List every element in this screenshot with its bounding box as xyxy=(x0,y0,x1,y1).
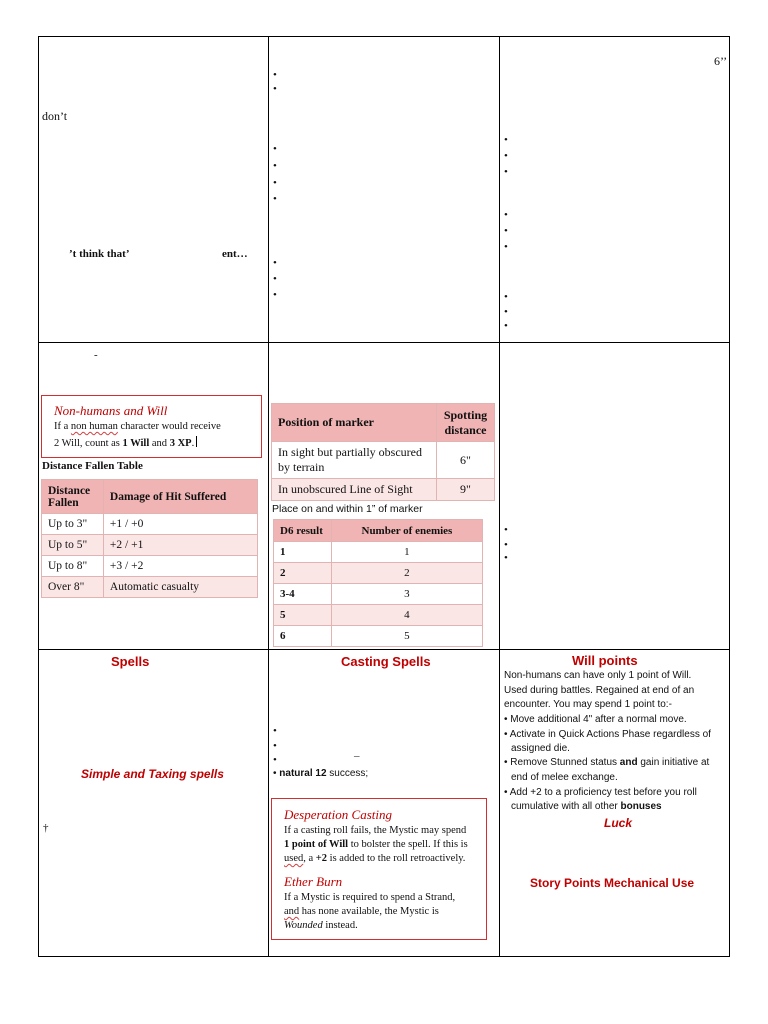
table-header: Damage of Hit Suffered xyxy=(103,480,257,514)
bullet: • xyxy=(504,166,508,178)
table-cell: 2 xyxy=(274,563,332,584)
casting-spells-heading: Casting Spells xyxy=(341,654,431,669)
table-header: Distance Fallen xyxy=(42,480,104,514)
desperation-line2: 1 point of Will to bolster the spell. If this is xyxy=(284,839,468,850)
spells-heading: Spells xyxy=(111,654,150,669)
table-cell: In unobscured Line of Sight xyxy=(272,479,437,501)
place-marker-text: Place on and within 1” of marker xyxy=(272,503,423,515)
bullet: • xyxy=(273,69,277,81)
cell-r1c2 xyxy=(269,37,500,343)
cell-r1c1 xyxy=(39,37,269,343)
table-cell: +1 / +0 xyxy=(103,514,257,535)
will-bullet-2-cont: assigned die. xyxy=(511,743,570,754)
table-cell: Up to 5" xyxy=(42,535,104,556)
will-intro-line2: Used during battles. Regained at end of an xyxy=(504,685,695,696)
cell-r2c3 xyxy=(500,343,730,650)
will-bullet-4: • Add +2 to a proficiency test before you roll xyxy=(504,787,697,798)
cell-r2c2 xyxy=(269,343,500,650)
story-points-heading: Story Points Mechanical Use xyxy=(530,876,695,890)
table-cell: In sight but partially obscured by terrain xyxy=(272,442,437,479)
natural-12-text: • natural 12 success; xyxy=(273,768,369,779)
bullet: • xyxy=(273,257,277,269)
table-header: Number of enemies xyxy=(331,520,482,542)
table-header: D6 result xyxy=(274,520,332,542)
dagger-mark: † xyxy=(43,822,49,834)
table-cell: Up to 3" xyxy=(42,514,104,535)
table-cell: 6" xyxy=(437,442,495,479)
ent-text: ent… xyxy=(222,248,248,260)
table-cell: 5 xyxy=(274,605,332,626)
think-that-text: ’t think that’ xyxy=(69,248,130,260)
six-inch-text: 6’’ xyxy=(714,54,728,68)
cell-r3c1 xyxy=(39,650,269,957)
will-bullet-3-cont: end of melee exchange. xyxy=(511,772,618,783)
bullet: • xyxy=(504,306,508,318)
bullet: • xyxy=(504,320,508,332)
cell-r3c2 xyxy=(269,650,500,957)
fall-table-title: Distance Fallen Table xyxy=(42,460,143,472)
bullet: • xyxy=(273,289,277,301)
bullet: • xyxy=(504,552,508,564)
table-cell: 1 xyxy=(331,542,482,563)
distance-fallen-table xyxy=(41,479,258,598)
table-cell: +3 / +2 xyxy=(103,556,257,577)
bullet: • xyxy=(273,193,277,205)
bullet: • xyxy=(504,150,508,162)
luck-heading: Luck xyxy=(604,816,633,830)
will-bullet-3: • Remove Stunned status and gain initiative at xyxy=(504,757,710,768)
bullet: • xyxy=(273,177,277,189)
ether-burn-title: Ether Burn xyxy=(284,874,343,889)
table-cell: 5 xyxy=(331,626,482,647)
bullet: • xyxy=(273,143,277,155)
bullet: • xyxy=(504,524,508,536)
will-intro-line1: Non-humans can have only 1 point of Will. xyxy=(504,670,692,681)
non-humans-will-line1: If a non human character would receive xyxy=(54,421,221,432)
bullet: • xyxy=(273,740,277,752)
bullet: • xyxy=(504,225,508,237)
desperation-casting-title: Desperation Casting xyxy=(284,807,392,822)
non-humans-will-title: Non-humans and Will xyxy=(54,403,168,418)
desperation-line3: used, a +2 is added to the roll retroactively. xyxy=(284,853,466,864)
will-intro-line3: encounter. You may spend 1 point to:- xyxy=(504,699,672,710)
bullet: • xyxy=(273,83,277,95)
table-cell: 6 xyxy=(274,626,332,647)
table-cell: 1 xyxy=(274,542,332,563)
dont-text: don’t xyxy=(42,109,68,123)
dash-text: - xyxy=(94,349,98,361)
will-points-heading: Will points xyxy=(572,653,638,668)
ether-line1: If a Mystic is required to spend a Strand, xyxy=(284,892,456,903)
will-bullet-1: • Move additional 4" after a normal move. xyxy=(504,714,687,725)
table-cell: 3 xyxy=(331,584,482,605)
table-cell: Up to 8" xyxy=(42,556,104,577)
bullet: • xyxy=(273,725,277,737)
table-cell: 3-4 xyxy=(274,584,332,605)
bullet: • xyxy=(504,291,508,303)
enemies-table xyxy=(273,519,483,647)
table-header: Position of marker xyxy=(272,404,437,442)
spotting-table xyxy=(271,403,495,501)
casting-rules-box xyxy=(271,798,487,940)
dash-text: – xyxy=(354,750,360,762)
cell-r1c3 xyxy=(500,37,730,343)
bullet: • xyxy=(504,539,508,551)
table-cell: 2 xyxy=(331,563,482,584)
will-bullet-2: • Activate in Quick Actions Phase regardless of xyxy=(504,729,711,740)
desperation-line1: If a casting roll fails, the Mystic may spend xyxy=(284,825,467,836)
bullet: • xyxy=(504,134,508,146)
table-cell: Over 8" xyxy=(42,577,104,598)
table-header: Spotting distance xyxy=(437,404,495,442)
bullet: • xyxy=(504,241,508,253)
will-bullet-4-cont: cumulative with all other bonuses xyxy=(511,801,662,812)
bullet: • xyxy=(273,754,277,766)
table-cell: 4 xyxy=(331,605,482,626)
table-cell: 9" xyxy=(437,479,495,501)
non-humans-will-line2: 2 Will, count as 1 Will and 3 XP. xyxy=(54,436,197,449)
table-cell: +2 / +1 xyxy=(103,535,257,556)
table-cell: Automatic casualty xyxy=(103,577,257,598)
cell-r2c1 xyxy=(39,343,269,650)
cell-r3c3 xyxy=(500,650,730,957)
bullet: • xyxy=(504,209,508,221)
ether-line3: Wounded instead. xyxy=(284,920,358,931)
simple-taxing-heading: Simple and Taxing spells xyxy=(81,767,224,781)
bullet: • xyxy=(273,160,277,172)
ether-line2: and has none available, the Mystic is xyxy=(284,906,439,917)
page-grid xyxy=(38,36,730,957)
bullet: • xyxy=(273,273,277,285)
non-humans-will-box xyxy=(41,395,262,458)
